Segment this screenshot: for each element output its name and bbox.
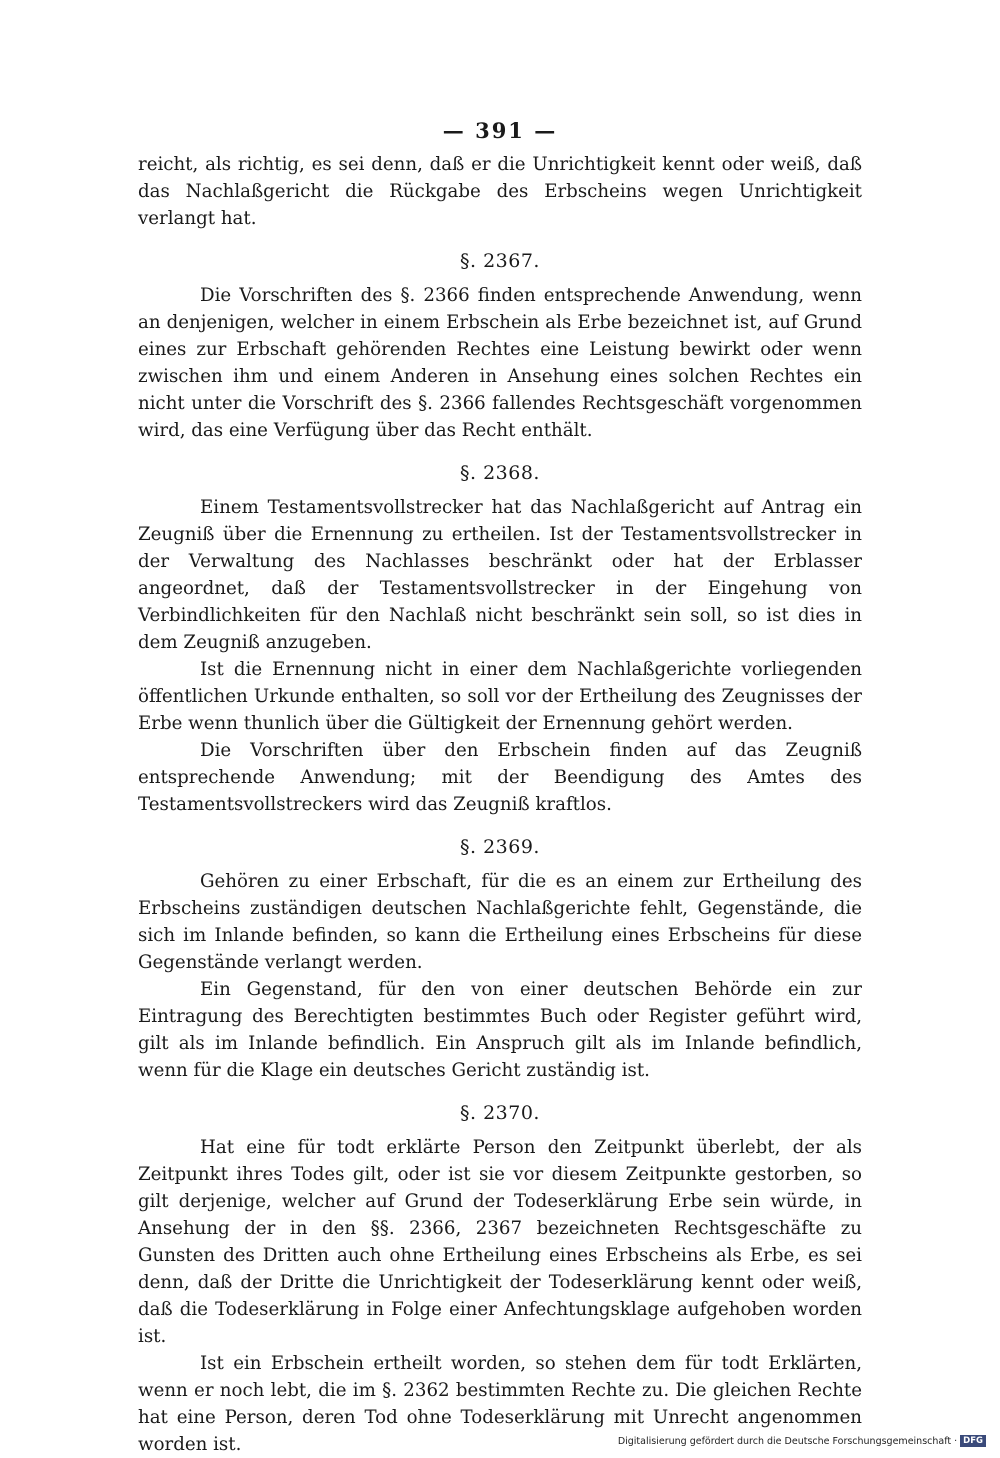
opening-paragraph: reicht, als richtig, es sei denn, daß er die Unrichtigkeit kennt oder weiß, daß das Nachlaßgericht die Rückgabe des Erbscheins wegen Unrichtigkeit verlangt hat. [138, 154, 862, 229]
section-paragraph: Hat eine für todt erklärte Person den Zeitpunkt überlebt, der als Zeitpunkt ihres Todes gilt, oder ist sie vor diesem Zeitpunkte gestorben, so gilt derjenige, welcher auf Grund der Todeserklärung Erbe sein würde, in Ansehung der in den §§. 2366, 2367 bezeichneten Rechtsgeschäfte zu Gunsten des Dritten auch ohne Ertheilung eines Erbscheins als Erbe, es sei denn, daß der Dritte die Unrichtigkeit der Todeserklärung kennt oder weiß, daß die Todeserklärung in Folge einer Anfechtungsklage aufgehoben worden ist. [138, 1137, 862, 1347]
digitization-credit [618, 1435, 986, 1447]
section-2368 [138, 460, 862, 818]
page-number: — 391 — [442, 118, 558, 143]
page-body [138, 118, 862, 1458]
section-heading: §. 2369. [460, 836, 540, 858]
section-paragraph: Einem Testamentsvollstrecker hat das Nachlaßgericht auf Antrag ein Zeugniß über die Ernennung zu ertheilen. Ist der Testamentsvollstrecker in der Verwaltung des Nachlasses beschränkt oder hat der Erblasser angeordnet, daß der Testamentsvollstrecker in der Eingehung von Verbindlichkeiten für den Nachlaß nicht beschränkt sein soll, so ist dies in dem Zeugniß anzugeben. [138, 497, 862, 653]
credit-text: Digitalisierung gefördert durch die Deutsche Forschungsgemeinschaft · [617, 1435, 958, 1447]
section-heading: §. 2368. [460, 462, 540, 484]
section-paragraph: Ein Gegenstand, für den von einer deutschen Behörde ein zur Eintragung des Berechtigten bestimmtes Buch oder Register geführt wird, gilt als im Inlande befindlich. Ein Anspruch gilt als im Inlande befindlich, wenn für die Klage ein deutsches Gericht zuständig ist. [138, 979, 862, 1081]
section-paragraph: Die Vorschriften über den Erbschein finden auf das Zeugniß entsprechende Anwendung; mit der Beendigung des Amtes des Testamentsvollstreckers wird das Zeugniß kraftlos. [138, 740, 862, 815]
section-paragraph: Ist ein Erbschein ertheilt worden, so stehen dem für todt Erklärten, wenn er noch lebt, die im §. 2362 bestimmten Rechte zu. Die gleichen Rechte hat eine Person, deren Tod ohne Todeserklärung mit Unrecht angenommen worden ist. [138, 1353, 862, 1455]
section-paragraph: Die Vorschriften des §. 2366 finden entsprechende Anwendung, wenn an denjenigen, welcher in einem Erbschein als Erbe bezeichnet ist, auf Grund eines zur Erbschaft gehörenden Rechtes eine Leistung bewirkt oder wenn zwischen ihm und einem Anderen in Ansehung eines solchen Rechtes ein nicht unter die Vorschrift des §. 2366 fallendes Rechtsgeschäft vorgenommen wird, das eine Verfügung über das Recht enthält. [138, 285, 862, 441]
section-paragraph: Ist die Ernennung nicht in einer dem Nachlaßgerichte vorliegenden öffentlichen Urkunde enthalten, so soll vor der Ertheilung des Zeugnisses der Erbe wenn thunlich über die Gültigkeit der Ernennung gehört werden. [138, 659, 862, 734]
section-2370 [138, 1100, 862, 1458]
section-paragraph: Gehören zu einer Erbschaft, für die es an einem zur Ertheilung des Erbscheins zuständigen deutschen Nachlaßgerichte fehlt, Gegenstände, die sich im Inlande befinden, so kann die Ertheilung eines Erbscheins für diese Gegenstände verlangt werden. [138, 871, 862, 973]
dfg-logo: DFG [960, 1435, 986, 1447]
section-heading: §. 2367. [460, 250, 540, 272]
section-2367 [138, 248, 862, 444]
section-2369 [138, 834, 862, 1084]
section-heading: §. 2370. [460, 1102, 540, 1124]
